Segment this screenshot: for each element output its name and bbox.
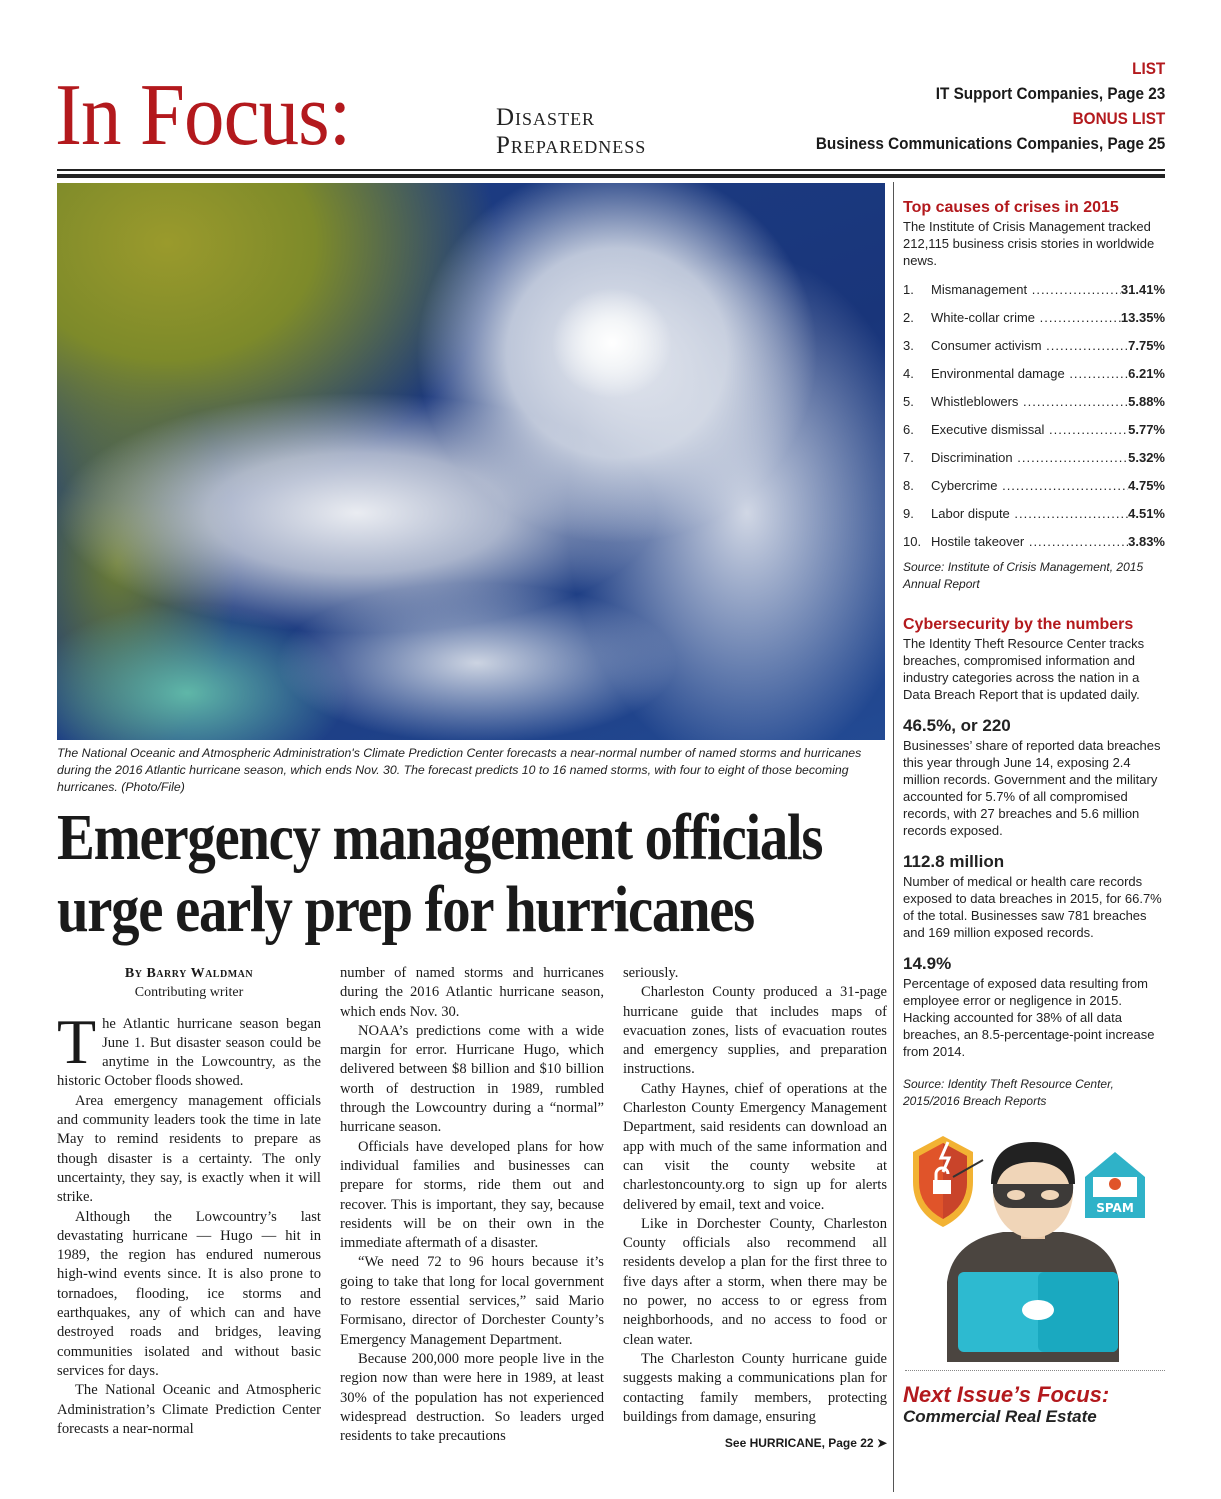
crisis-value: 5.32% bbox=[1128, 449, 1165, 465]
paragraph: Area emergency management officials and community leaders took the time in late May to remind residents to prepare as though disaster is a certainty. The only uncertainty, they say, is exactly when it will strike. bbox=[57, 1092, 321, 1206]
crisis-item bbox=[903, 275, 1165, 303]
paragraph: Charleston County produced a 31-page hurricane guide that includes maps of evacuation zones, lists of evacuation routes and emergency supplies, and preparation instructions. bbox=[623, 984, 887, 1078]
crisis-value: 4.51% bbox=[1128, 505, 1165, 521]
stat-text: Businesses’ share of reported data breaches this year through June 14, exposing 2.4 million records. Government and the military accounted for 5.7% of all compromised records, with 27 breaches and 5.6 million records exposed. bbox=[903, 738, 1161, 838]
spam-envelope-icon bbox=[1085, 1152, 1145, 1218]
article-headline bbox=[57, 802, 887, 950]
hurricane-satellite-photo bbox=[57, 183, 885, 740]
crisis-label: Discrimination ..... bbox=[931, 449, 1128, 466]
bonus-list-label: BONUS LIST bbox=[1072, 109, 1165, 128]
next-issue-label: Next Issue’s Focus: bbox=[903, 1382, 1110, 1407]
paragraph: Like in Dorchester County, Charleston County officials also recommend all residents develop a plan for the first three to five days after a storm, when there may be no power, no access to or egress from neighborhoods, and no access to food or clean water. bbox=[623, 1215, 887, 1348]
header-rule-thick bbox=[57, 174, 1165, 178]
sidebar bbox=[903, 198, 1165, 1427]
stat-figure: 112.8 million bbox=[903, 852, 1005, 871]
crisis-rank: 7. bbox=[903, 449, 914, 465]
crisis-rank: 8. bbox=[903, 477, 914, 493]
section-title bbox=[496, 104, 646, 160]
section-title-line1: Disaster bbox=[496, 104, 596, 131]
crises-source: Source: Institute of Crisis Management, 2015 Annual Report bbox=[903, 560, 1144, 591]
stat-text: Percentage of exposed data resulting from employee error or negligence in 2015. Hacking accounted for 38% of all data breaches, an 8.5-percentage-point increase from 2014. bbox=[903, 976, 1155, 1059]
paragraph-text: he Atlantic hurricane season began June 1. But disaster season could be anytime in the Lowcountry, as the historic October floods showed. bbox=[57, 1015, 321, 1090]
paragraph: Because 200,000 more people live in the region now than were here in 1989, at least 30% of the population has not experienced widespread destruction. So leaders urged residents to take precautions bbox=[340, 1350, 604, 1445]
cyber-source: Source: Identity Theft Resource Center, 2015/2016 Breach Reports bbox=[903, 1077, 1114, 1108]
drop-cap: T bbox=[57, 1005, 97, 1077]
section-brand: In Focus: bbox=[55, 67, 351, 164]
headline-line1: Emergency management officials bbox=[57, 801, 823, 874]
next-issue bbox=[903, 1383, 1165, 1427]
crisis-rank: 2. bbox=[903, 309, 914, 325]
hacker-illustration bbox=[903, 1122, 1165, 1362]
paragraph: NOAA’s predictions come with a wide margin for error. Hurricane Hugo, which delivered between $8 billion and $10 billion worth of destruction in 1989, rumbled through the Lowcountry during a “normal” hurricane season. bbox=[340, 1022, 604, 1136]
headline-line2: urge early prep for hurricanes bbox=[57, 873, 754, 946]
crisis-label: Hostile takeover ..... bbox=[931, 533, 1128, 550]
paragraph: seriously. bbox=[623, 965, 679, 981]
crisis-label: Whistleblowers ..... bbox=[931, 393, 1128, 410]
header-rule bbox=[57, 169, 1165, 171]
shield-lock-icon bbox=[913, 1136, 983, 1227]
crisis-rank: 3. bbox=[903, 337, 914, 353]
paragraph: Officials have developed plans for how individual families and businesses can prepare for storms, ride them out and recover. This is important, they say, because residents will be on their own in the immediate aftermath of a disaster. bbox=[340, 1138, 604, 1252]
crisis-item bbox=[903, 415, 1165, 443]
crisis-value: 7.75% bbox=[1128, 337, 1165, 353]
crisis-rank: 10. bbox=[903, 533, 922, 549]
crisis-label: Mismanagement ..... bbox=[931, 281, 1121, 298]
article-column-1 bbox=[57, 964, 321, 1451]
paragraph: number of named storms and hurricanes during the 2016 Atlantic hurricane season, which ends Nov. 30. bbox=[340, 965, 604, 1020]
article-body bbox=[57, 964, 887, 1451]
crisis-label: Executive dismissal ..... bbox=[931, 421, 1128, 438]
paragraph: The Charleston County hurricane guide suggests making a communications plan for contacting family members, protecting buildings from damage, ensuring bbox=[623, 1350, 887, 1425]
crises-list bbox=[903, 275, 1165, 555]
byline-role: Contributing writer bbox=[134, 985, 244, 1001]
paragraph bbox=[57, 1005, 321, 1092]
crisis-value: 13.35% bbox=[1120, 309, 1165, 325]
cyber-intro: The Identity Theft Resource Center tracks breaches, compromised information and industry categories across the nation in a Data Breach Report that is updated daily. bbox=[903, 636, 1145, 702]
crises-title: Top causes of crises in 2015 bbox=[903, 199, 1119, 216]
column-divider bbox=[893, 182, 894, 1492]
crisis-rank: 6. bbox=[903, 421, 914, 437]
spam-label: SPAM bbox=[1096, 1201, 1134, 1215]
paragraph: The National Oceanic and Atmospheric Administration’s Climate Prediction Center forecasts a near-normal bbox=[57, 1382, 321, 1437]
dotted-divider bbox=[905, 1370, 1165, 1371]
list-promo[interactable]: IT Support Companies, Page 23 bbox=[935, 84, 1165, 103]
stat-figure: 46.5%, or 220 bbox=[903, 716, 1011, 735]
paragraph: Although the Lowcountry’s last devastating hurricane — Hugo — hit in 1989, the region has endured numerous high-wind events since. It is also prone to tornadoes, flooding, ice storms and earthquakes, any of which can and have destroyed roads and bridges, leaving communities isolated and without basic services for days. bbox=[57, 1208, 321, 1379]
paragraph: Cathy Haynes, chief of operations at the Charleston County Emergency Management Department, said residents can download an app with much of the same information and can visit the county website at charlestoncounty.org to sign up for alerts delivered by email, text and voice. bbox=[623, 1080, 887, 1213]
crisis-value: 6.21% bbox=[1128, 365, 1165, 381]
next-issue-topic: Commercial Real Estate bbox=[903, 1407, 1097, 1426]
cyber-title: Cybersecurity by the numbers bbox=[903, 616, 1134, 633]
crisis-value: 5.77% bbox=[1128, 421, 1165, 437]
crisis-item bbox=[903, 359, 1165, 387]
crisis-value: 3.83% bbox=[1128, 533, 1165, 549]
crisis-rank: 1. bbox=[903, 281, 914, 297]
list-promos bbox=[816, 56, 1165, 156]
crisis-label: Environmental damage ..... bbox=[931, 365, 1128, 382]
crisis-value: 5.88% bbox=[1128, 393, 1165, 409]
crisis-label: Labor dispute ..... bbox=[931, 505, 1128, 522]
list-label: LIST bbox=[1131, 59, 1165, 78]
stat-text: Number of medical or health care records exposed to data breaches in 2015, for 66.7% of the total. Businesses saw 781 breaches and 169 million exposed records. bbox=[903, 874, 1162, 940]
crisis-item bbox=[903, 527, 1165, 555]
crises-intro: The Institute of Crisis Management tracked 212,115 business crisis stories in worldwide news. bbox=[903, 219, 1155, 268]
paragraph: “We need 72 to 96 hours because it’s going to take that long for local government to restore essential services,” said Mario Formisano, director of Dorchester County’s Emergency Management Department. bbox=[340, 1254, 604, 1348]
byline: By Barry Waldman bbox=[124, 966, 254, 981]
crisis-value: 31.41% bbox=[1120, 281, 1165, 297]
crisis-item bbox=[903, 303, 1165, 331]
continued-jump-link[interactable]: See HURRICANE, Page 22 ➤ bbox=[724, 1436, 887, 1451]
crisis-item bbox=[903, 443, 1165, 471]
photo-caption: The National Oceanic and Atmospheric Administration's Climate Prediction Center forecasts a near-normal number of named storms and hurricanes during the 2016 Atlantic hurricane season, which ends Nov. 30. The forecast predicts 10 to 16 named storms, with four to eight of those becoming hurricanes. (Photo/File) bbox=[57, 746, 862, 794]
crisis-label: White-collar crime ..... bbox=[931, 309, 1121, 326]
article-column-2 bbox=[340, 964, 604, 1451]
crisis-item bbox=[903, 471, 1165, 499]
crisis-label: Consumer activism ..... bbox=[931, 337, 1128, 354]
main-story bbox=[57, 183, 887, 1451]
crisis-value: 4.75% bbox=[1128, 477, 1165, 493]
crisis-rank: 5. bbox=[903, 393, 914, 409]
section-title-line2: Preparedness bbox=[496, 132, 647, 159]
crisis-rank: 4. bbox=[903, 365, 914, 381]
crisis-rank: 9. bbox=[903, 505, 914, 521]
crisis-item bbox=[903, 387, 1165, 415]
crisis-item bbox=[903, 331, 1165, 359]
crisis-item bbox=[903, 499, 1165, 527]
crisis-label: Cybercrime ..... bbox=[931, 477, 1128, 494]
laptop-icon bbox=[958, 1272, 1118, 1352]
article-column-3 bbox=[623, 964, 887, 1451]
bonus-list-promo[interactable]: Business Communications Companies, Page 25 bbox=[815, 134, 1165, 153]
stat-figure: 14.9% bbox=[903, 954, 952, 973]
